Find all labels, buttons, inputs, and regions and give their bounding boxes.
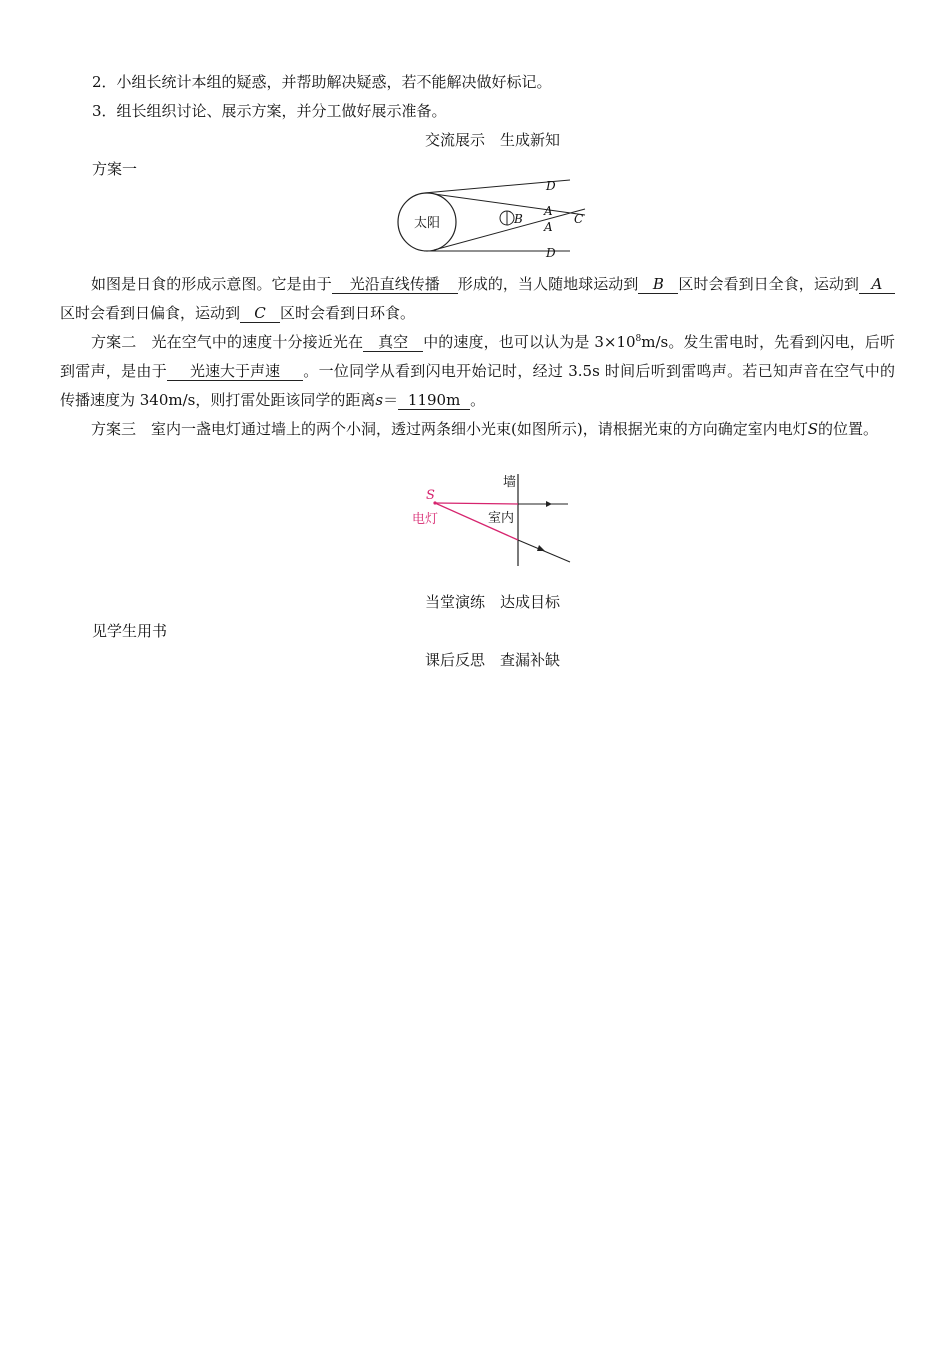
label-D-bottom: D [546,246,556,260]
sun-label: 太阳 [413,216,441,231]
label-lamp: 电灯 [412,512,439,527]
label-A-bottom: A [544,220,553,234]
label-C: C [574,212,584,226]
answer-blank: C [240,304,280,323]
eclipse-diagram [390,177,590,261]
plan2-paragraph: 方案二 光在空气中的速度十分接近光在 真空 中的速度，也可以认为是 $3\times 10^8m/s$。发生雷电时，先看到闪电，后听到雷声，是由于 光速大于声速 。一位同学从看到闪电开始记时，经过 3.5s 时间后听到雷鸣声。若已知声音在空气中的传播速度为 340m/s，则打雷处距该同学的距离s＝ 1190m 。 [60,333,895,409]
label-S: S [426,488,435,503]
section-heading-exchange: 交流展示 生成新知 [424,131,560,149]
answer-blank: 光沿直线传播 [332,275,458,294]
label-wall: 墙 [503,475,517,490]
answer-blank: 真空 [363,333,423,352]
answer-blank: B [638,275,678,294]
label-room: 室内 [488,511,515,526]
answer-blank: 1190m [398,391,470,410]
label-D-top: D [546,179,556,193]
beam-upper-reverse [435,503,518,504]
label-A-top: A [544,204,553,218]
plan1-paragraph: 如图是日食的形成示意图。它是由于 光沿直线传播 形成的，当人随地球运动到 B 区时会看到日全食，运动到 A区时会看到日偏食，运动到 C 区时会看到日环食。 [60,270,895,328]
answer-blank: A [859,275,895,294]
label-B: B [514,212,523,226]
practice-note: 见学生用书 [92,622,168,640]
section-heading-practice: 当堂演练 达成目标 [424,593,560,611]
section-heading-reflect: 课后反思 查漏补缺 [424,651,560,669]
answer-blank: 光速大于声速 [167,362,303,381]
step-2: 2．小组长统计本组的疑惑，并帮助解决疑惑，若不能解决做好标记。 [92,73,552,91]
lamp-wall-diagram [408,472,576,568]
step-3: 3．组长组织讨论、展示方案，并分工做好展示准备。 [92,102,447,120]
plan3-paragraph: 方案三 室内一盏电灯通过墙上的两个小洞，透过两条细小光束(如图所示)，请根据光束的方向确定室内电灯S的位置。 [91,420,879,438]
plan1-title: 方案一 [92,160,138,178]
